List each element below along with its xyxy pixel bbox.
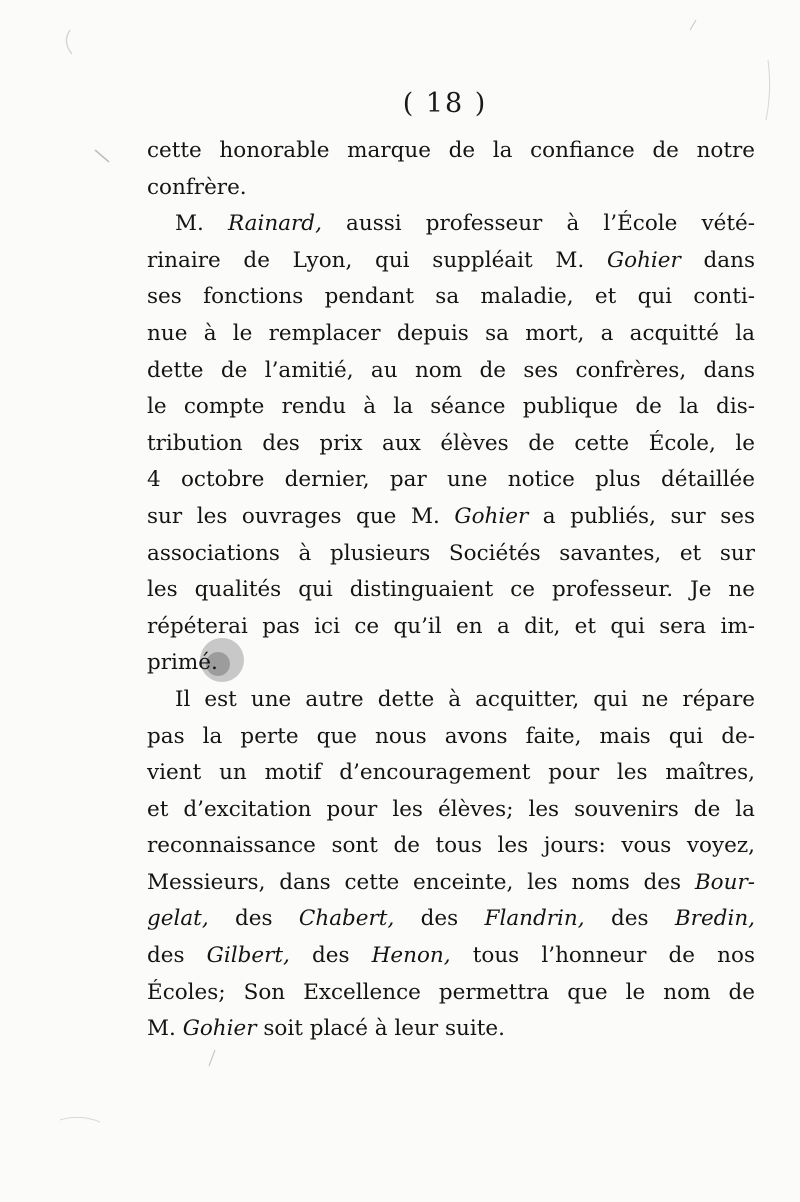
italic-name: Henon, [371,943,451,969]
text-line [147,1011,755,1048]
text-segment: des [584,906,675,932]
italic-name: Bredin, [674,906,755,932]
text-line: primé. [147,650,218,676]
text-line: dette de l’amitié, au nom de ses confrères, dans [147,357,755,383]
text-line: reconnaissance sont de tous les jours: vous voyez, [147,833,755,859]
italic-name: gelat, [147,906,209,932]
text-line [147,206,755,243]
text-line: ses fonctions pendant sa maladie, et qui conti- [147,284,755,310]
italic-name: Chabert, [298,906,395,932]
text-line: pas la perte que nous avons faite, mais qui de- [147,723,755,749]
text-segment: tous l’honneur de nos [450,943,755,969]
text-line: répéterai pas ici ce qu’il en a dit, et qui sera im- [147,613,755,639]
italic-name: Gohier [454,503,529,529]
text-segment: des [208,906,299,932]
text-line: associations à plusieurs Sociétés savantes, et sur [147,540,755,566]
text-line: cette honorable marque de la confiance de notre [147,138,755,163]
text-segment: sur les ouvrages que M. [147,503,455,529]
text-segment: M. [147,1016,183,1042]
text-segment: rinaire de Lyon, qui suppléait M. [147,247,607,273]
page-number: ( 18 ) [402,88,488,119]
text-segment: des [289,943,372,969]
text-line [147,901,755,938]
text-line: tribution des prix aux élèves de cette École, le [147,430,755,456]
text-segment: a publiés, sur ses [528,503,755,529]
text-line [147,243,755,280]
text-line: et d’excitation pour les élèves; les souvenirs de la [147,796,755,822]
italic-name: Rainard, [227,211,322,237]
italic-name: Bour- [694,869,755,895]
text-line: le compte rendu à la séance publique de la dis- [147,394,755,420]
text-line: nue à le remplacer depuis sa mort, a acquitté la [147,320,755,346]
body-text [147,133,755,1048]
text-line [147,938,755,975]
text-segment: des [147,943,207,969]
text-line: Écoles; Son Excellence permettra que le nom de [147,979,755,1005]
text-segment: aussi professeur à l’École vété- [321,211,755,237]
text-line: vient un motif d’encouragement pour les maîtres, [147,760,755,786]
text-line: 4 octobre dernier, par une notice plus détaillée [147,467,755,493]
text-line: Il est une autre dette à acquitter, qui ne répare [175,686,755,712]
text-segment: des [394,906,485,932]
text-line [147,499,755,536]
italic-name: Flandrin, [484,906,585,932]
text-line: les qualités qui distinguaient ce professeur. Je ne [147,577,755,603]
italic-name: Gohier [606,247,681,273]
text-line: confrère. [147,174,247,200]
text-segment: M. [175,211,228,237]
text-line [147,865,755,902]
text-segment: Messieurs, dans cette enceinte, les noms des [147,869,695,895]
italic-name: Gilbert, [206,943,290,969]
text-segment: soit placé à leur suite. [256,1016,505,1042]
italic-name: Gohier [182,1016,257,1042]
text-segment: dans [680,247,755,273]
